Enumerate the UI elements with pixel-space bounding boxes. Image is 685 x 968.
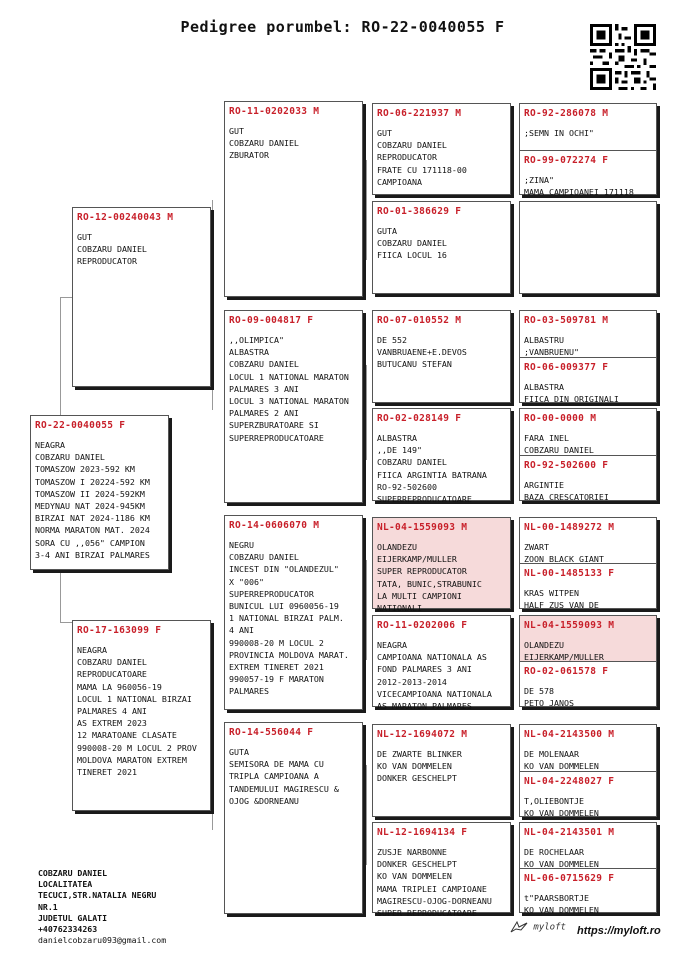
qr-code xyxy=(590,24,656,90)
ring-number: RO-17-163099 F xyxy=(77,625,162,636)
ring-number: RO-14-0606070 M xyxy=(229,520,320,531)
great-grandparent-card[interactable] xyxy=(372,201,511,294)
pigeon-details: GUT COBZARU DANIEL REPRODUCATOR FRATE CU 171118-00 CAMPIOANA xyxy=(377,128,467,187)
pigeon-details: ;ZINA" MAMA CAMPIOANEI 171118 xyxy=(524,175,634,198)
connector-line xyxy=(366,560,367,660)
pigeon-details: GUTA COBZARU DANIEL FIICA LOCUL 16 xyxy=(377,226,447,261)
ring-number: NL-04-2248027 F xyxy=(524,776,615,787)
pigeon-details: GUTA SEMISORA DE MAMA CU TRIPLA CAMPIOANA A TANDEMULUI MAGIRESCU & OJOG &DORNEANU xyxy=(229,747,339,806)
ring-number: NL-04-2143501 M xyxy=(524,827,615,838)
ring-number: RO-92-286078 M xyxy=(524,108,609,119)
dam-card[interactable] xyxy=(72,620,211,811)
ancestor-pair-card[interactable] xyxy=(519,615,657,707)
ring-number: RO-01-386629 F xyxy=(377,206,462,217)
great-grandparent-card[interactable] xyxy=(372,310,511,403)
ancestor-entry[interactable] xyxy=(520,202,656,248)
connector-line xyxy=(366,765,367,865)
page-title: Pedigree porumbel: RO-22-0040055 F xyxy=(180,18,505,36)
pigeon-details: ;SEMN IN OCHI" xyxy=(524,128,594,138)
ring-number: RO-02-028149 F xyxy=(377,413,462,424)
website-link[interactable]: https://myloft.ro xyxy=(577,925,661,937)
ring-number: RO-07-010552 M xyxy=(377,315,462,326)
pigeon-details: t"PAARSBORTJE KO VAN DOMMELEN xyxy=(524,893,599,916)
sire-card[interactable] xyxy=(72,207,211,387)
ancestor-entry[interactable] xyxy=(520,725,656,771)
pigeon-details: FARA INEL COBZARU DANIEL xyxy=(524,433,594,456)
connector-line xyxy=(60,297,61,415)
great-grandparent-card[interactable] xyxy=(372,517,511,614)
grandparent-card[interactable] xyxy=(224,515,363,710)
ring-number: RO-09-004817 F xyxy=(229,315,314,326)
pigeon-details: DE 552 VANBRUAENE+E.DEVOS BUTUCANU STEFAN xyxy=(377,335,467,370)
pigeon-details: ZWART ZOON BLACK GIANT xyxy=(524,542,604,565)
pigeon-details: ALBASTRU ;VANBRUENU" xyxy=(524,335,579,358)
logo-text: myloft xyxy=(533,922,566,933)
ancestor-entry[interactable] xyxy=(520,616,656,661)
connector-line xyxy=(60,622,72,623)
pigeon-details: ZUSJE NARBONNE DONKER GESCHELPT KO VAN DOMMELEN MAMA TRIPLEI CAMPIOANE MAGIRESCU-OJOG-DORNEANU SUPER REPRODUCATOARE xyxy=(377,847,492,919)
ring-number: NL-04-1559093 M xyxy=(377,522,468,533)
ancestor-entry[interactable] xyxy=(520,518,656,563)
ring-number: RO-99-072274 F xyxy=(524,155,609,166)
ring-number: NL-04-1559093 M xyxy=(524,620,615,631)
ring-number: NL-04-2143500 M xyxy=(524,729,615,740)
ring-number: RO-06-009377 F xyxy=(524,362,609,373)
pigeon-details: OLANDEZU EIJERKAMP/MULLER SUPER REPRODUCATOR TATA, BUNIC,STRABUNIC LA MULTI CAMPIONI NATIONALI xyxy=(377,542,482,614)
ancestor-pair-card[interactable] xyxy=(519,310,657,403)
ring-number: NL-12-1694134 F xyxy=(377,827,468,838)
ancestor-pair-card[interactable] xyxy=(519,201,657,294)
pigeon-details: T,OLIEBONTJE KO VAN DOMMELEN xyxy=(524,796,599,819)
ring-number: RO-02-061578 F xyxy=(524,666,609,677)
owner-phone: +40762334263 xyxy=(38,924,98,935)
ancestor-entry[interactable] xyxy=(520,311,656,357)
pigeon-details: GUT COBZARU DANIEL ZBURATOR xyxy=(229,126,299,161)
ring-number: NL-12-1694072 M xyxy=(377,729,468,740)
grandparent-card[interactable] xyxy=(224,101,363,297)
ancestor-entry[interactable] xyxy=(520,823,656,868)
ancestor-entry[interactable] xyxy=(520,869,656,914)
subject-card[interactable] xyxy=(30,415,169,570)
grandparent-card[interactable] xyxy=(224,310,363,503)
ancestor-pair-card[interactable] xyxy=(519,517,657,609)
ring-number: RO-00-0000 M xyxy=(524,413,597,424)
ring-number: RO-03-509781 M xyxy=(524,315,609,326)
ring-number: RO-14-556044 F xyxy=(229,727,314,738)
owner-address: NR.1 xyxy=(38,901,58,912)
ancestor-entry[interactable] xyxy=(520,409,656,455)
pigeon-details: OLANDEZU EIJERKAMP/MULLER xyxy=(524,640,604,663)
connector-line xyxy=(212,630,213,830)
great-grandparent-card[interactable] xyxy=(372,103,511,195)
ring-number: RO-11-0202033 M xyxy=(229,106,320,117)
ring-number: RO-12-00240043 M xyxy=(77,212,174,223)
pigeon-details: DE 578 PETO JANOS xyxy=(524,686,574,709)
great-grandparent-card[interactable] xyxy=(372,408,511,505)
ancestor-pair-card[interactable] xyxy=(519,103,657,198)
pigeon-details: DE ZWARTE BLINKER KO VAN DOMMELEN DONKER GESCHELPT xyxy=(377,749,462,784)
ancestor-entry[interactable] xyxy=(520,104,656,150)
pigeon-details: NEAGRA COBZARU DANIEL TOMASZOW 2023-592 KM TOMASZOW I 20224-592 KM TOMASZOW II 2024-592KM MEDYNAU NAT 2024-945KM BIRZAI NAT 2024-1186 KM NORMA MARATON MAT. 2024 SORA CU ,,056" CAMPION 3-4 ANI BIRZAI PALMARES xyxy=(35,440,150,560)
ancestor-entry[interactable] xyxy=(520,662,656,708)
pigeon-details: NEGRU COBZARU DANIEL INCEST DIN "OLANDEZUL" X "006" SUPERREPRODUCATOR BUNICUL LUI 0960056-19 1 NATIONAL BIRZAI PALM. 4 ANI 990008-20 M LOCUL 2 PROVINCIA MOLDOVA MARAT. EXTREM TINERET 2021 990057-19 F MARATON PALMARES xyxy=(229,540,349,697)
ancestor-entry[interactable] xyxy=(520,151,656,196)
pigeon-details: ALBASTRA ,,DE 149" COBZARU DANIEL FIICA ARGINTIA BATRANA RO-92-502600 SUPERREPRODUCATOARE xyxy=(377,433,487,505)
great-grandparent-card[interactable] xyxy=(372,724,511,817)
ancestor-pair-card[interactable] xyxy=(519,822,657,916)
pigeon-details: DE ROCHELAAR KO VAN DOMMELEN xyxy=(524,847,599,870)
pigeon-details: ALBASTRA FIICA DIN ORIGINALI xyxy=(524,382,619,405)
ring-number: RO-92-502600 F xyxy=(524,460,609,471)
owner-address: LOCALITATEA xyxy=(38,879,93,890)
connector-line xyxy=(366,160,367,260)
ring-number: RO-06-221937 M xyxy=(377,108,462,119)
pigeon-details: NEAGRA CAMPIOANA NATIONALA AS FOND PALMARES 3 ANI 2012-2013-2014 VICECAMPIOANA NATIONALA AS MARATON PALMARES xyxy=(377,640,492,712)
pigeon-details: NEAGRA COBZARU DANIEL REPRODUCATOARE MAMA LA 960056-19 LOCUL 1 NATIONAL BIRZAI PALMARES 4 ANI AS EXTREM 2023 12 MARATOANE CLASATE 990008-20 M LOCUL 2 PROV MOLDOVA MARATON EXTREM TINERET 2021 xyxy=(77,645,197,778)
owner-address: JUDETUL GALATI xyxy=(38,912,108,923)
owner-address: TECUCI,STR.NATALIA NEGRU xyxy=(38,890,157,901)
connector-line xyxy=(60,297,72,298)
ancestor-entry[interactable] xyxy=(520,358,656,404)
ancestor-entry[interactable] xyxy=(520,772,656,818)
connector-line xyxy=(212,200,213,410)
owner-name: COBZARU DANIEL xyxy=(38,868,108,878)
connector-line xyxy=(366,365,367,460)
ring-number: NL-00-1489272 M xyxy=(524,522,615,533)
myloft-logo xyxy=(510,920,566,934)
pigeon-logo-icon xyxy=(510,920,528,934)
owner-info xyxy=(38,868,166,946)
ancestor-entry[interactable] xyxy=(520,456,656,502)
connector-line xyxy=(60,570,61,622)
ancestor-entry[interactable] xyxy=(520,249,656,294)
ring-number: RO-22-0040055 F xyxy=(35,420,126,431)
ring-number: NL-06-0715629 F xyxy=(524,873,615,884)
ring-number: RO-11-0202006 F xyxy=(377,620,468,631)
ring-number: NL-00-1485133 F xyxy=(524,568,615,579)
great-grandparent-card[interactable] xyxy=(372,615,511,712)
pigeon-details: KRAS WITPEN HALF ZUS VAN DE xyxy=(524,588,599,611)
ancestor-pair-card[interactable] xyxy=(519,408,657,501)
pigeon-details: ,,OLIMPICA" ALBASTRA COBZARU DANIEL LOCUL 1 NATIONAL MARATON PALMARES 3 ANI LOCUL 3 NATIONAL MARATON PALMARES 2 ANI SUPERZBURATOARE SI SUPERREPRODUCATOARE xyxy=(229,335,349,443)
ancestor-pair-card[interactable] xyxy=(519,724,657,817)
great-grandparent-card[interactable] xyxy=(372,822,511,919)
ancestor-entry[interactable] xyxy=(520,564,656,610)
grandparent-card[interactable] xyxy=(224,722,363,914)
owner-email: danielcobzaru093@gmail.com xyxy=(38,935,167,946)
pigeon-details: GUT COBZARU DANIEL REPRODUCATOR xyxy=(77,232,147,267)
pigeon-details: DE MOLENAAR KO VAN DOMMELEN xyxy=(524,749,599,772)
pigeon-details: ARGINTIE BAZA CRESCATORIEI xyxy=(524,480,609,503)
